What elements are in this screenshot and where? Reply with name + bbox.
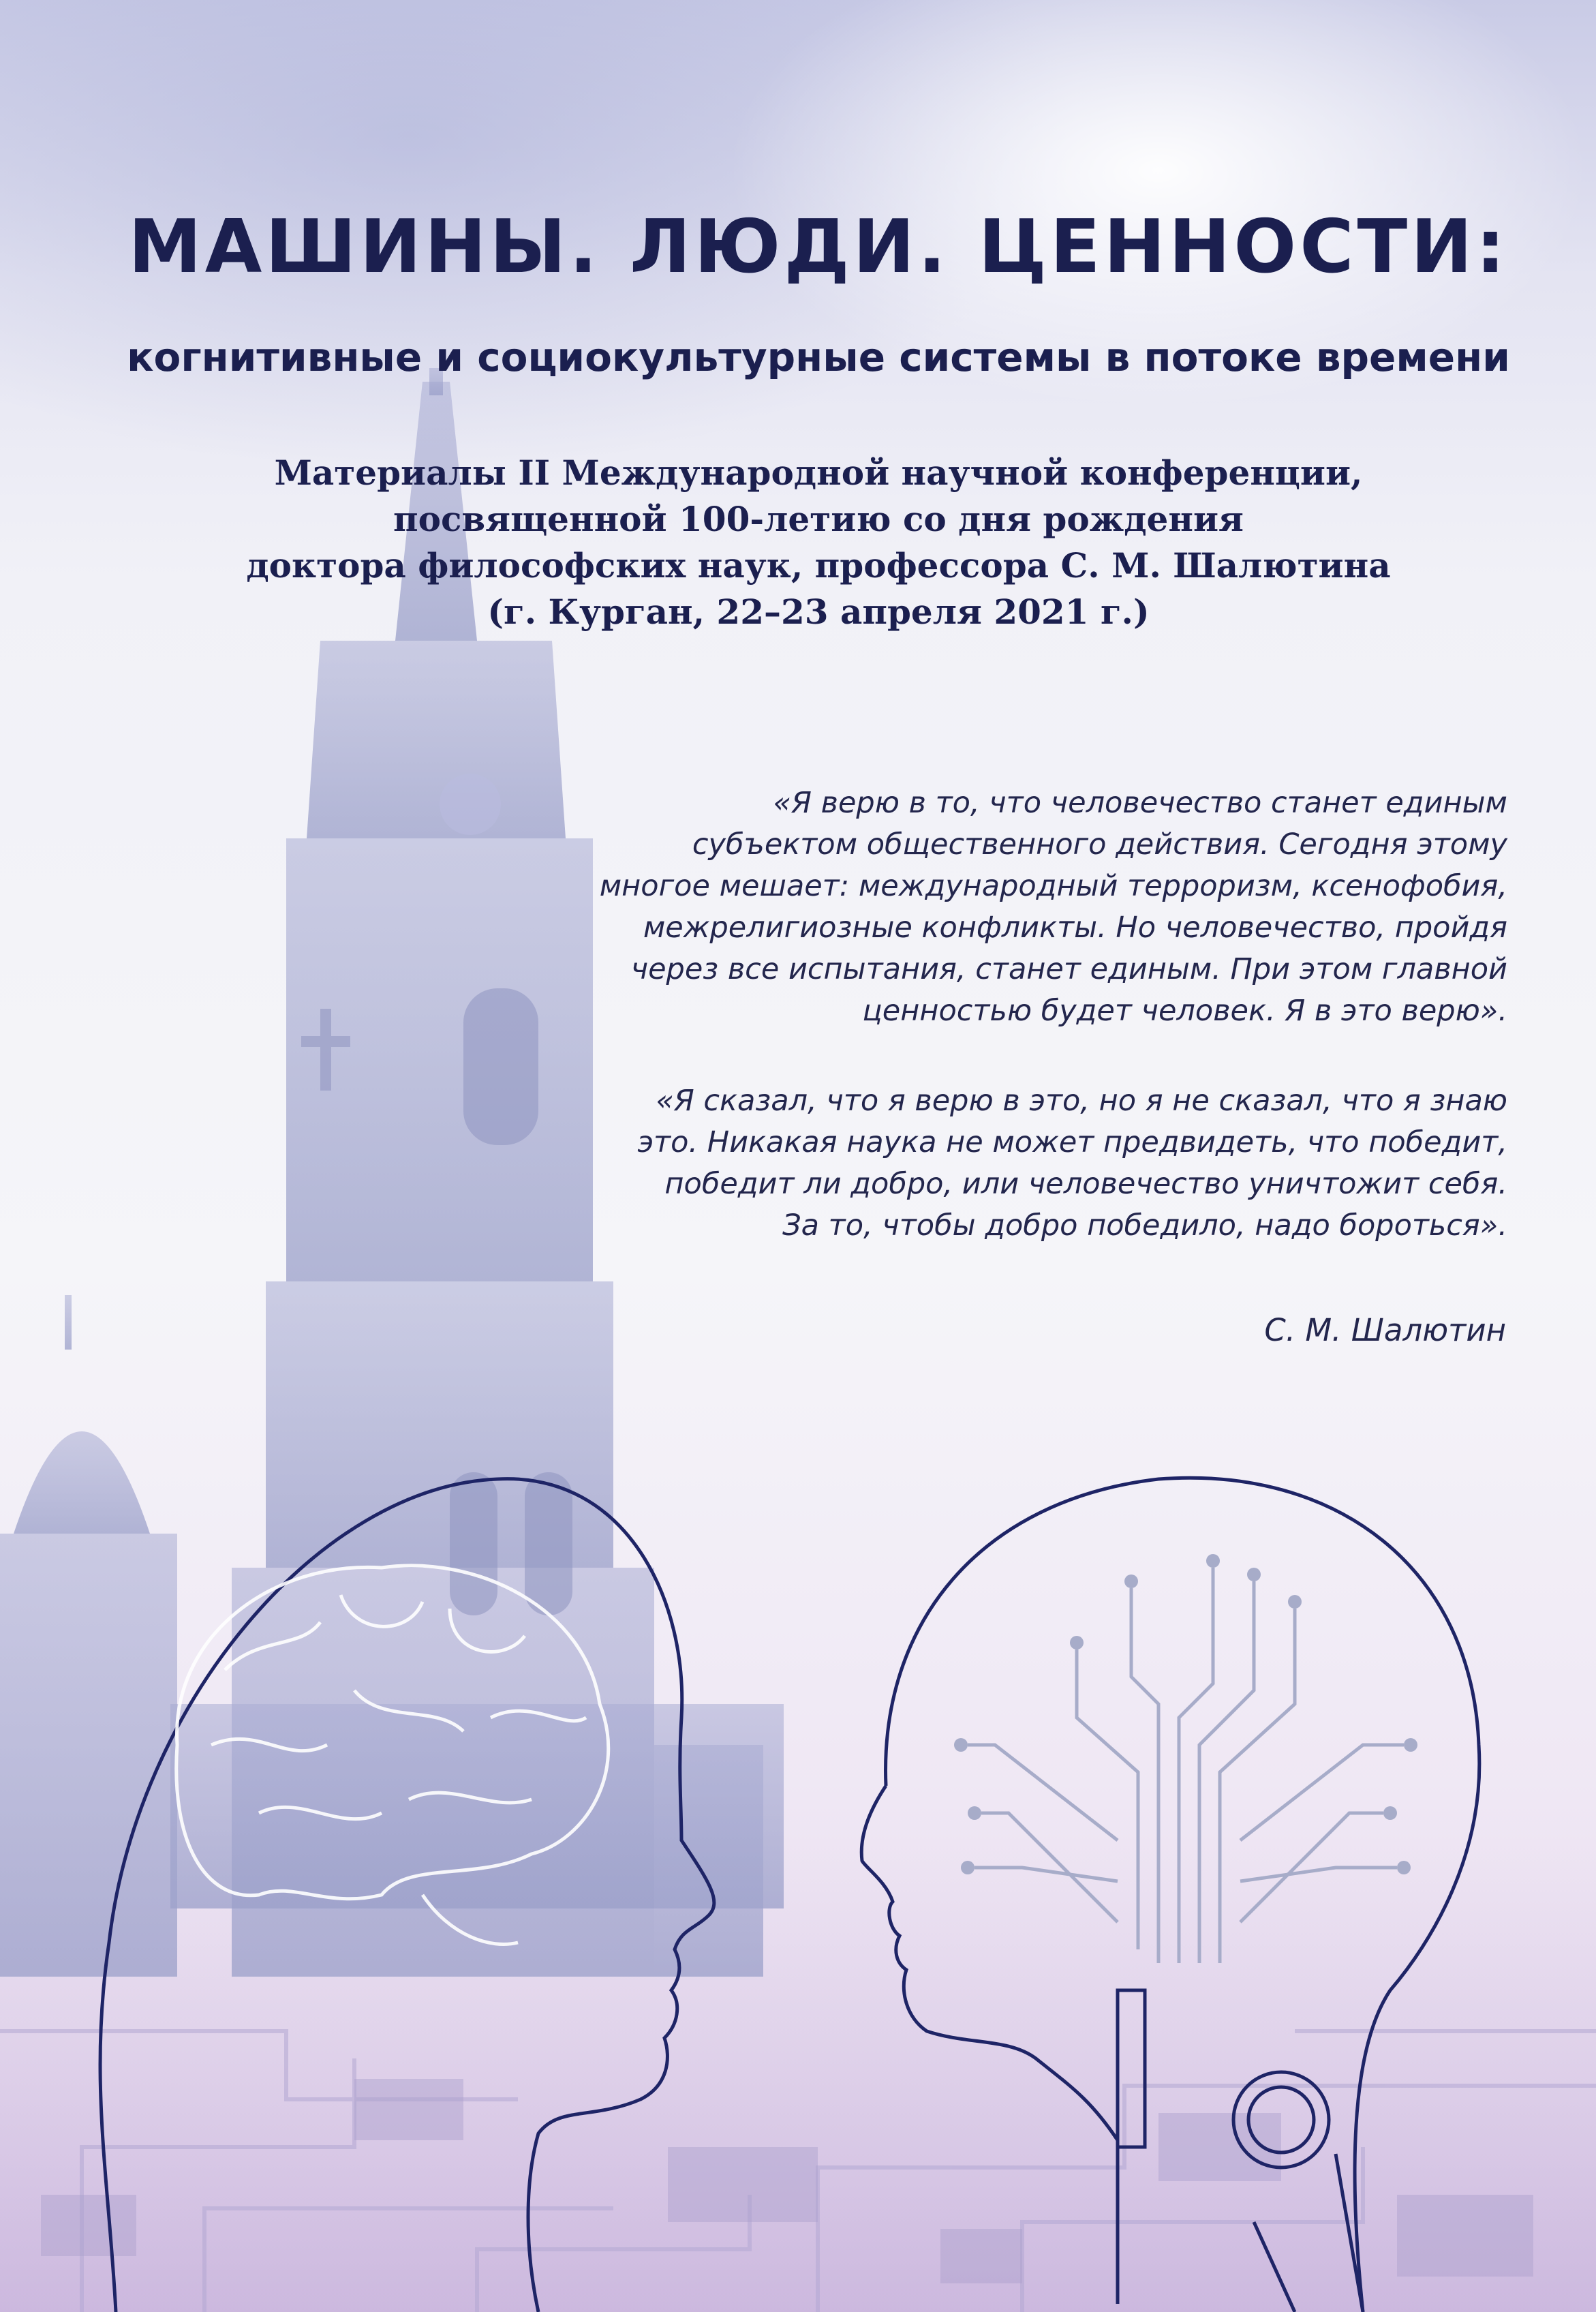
conference-info — [41, 450, 1596, 635]
quote-line: «Я сказал, что я верю в это, но я не сказал, что я знаю — [656, 1084, 1507, 1118]
quote-line: многое мешает: международный терроризм, ксенофобия, — [599, 869, 1507, 903]
quote-line: это. Никакая наука не может предвидеть, что победит, — [637, 1125, 1507, 1159]
book-title: МАШИНЫ. ЛЮДИ. ЦЕННОСТИ: — [128, 204, 1509, 290]
book-subtitle: когнитивные и социокультурные системы в потоке времени — [127, 334, 1510, 380]
conference-info-line: Материалы II Международной научной конференции, — [274, 453, 1363, 493]
quote-line: через все испытания, станет единым. При этом главной — [630, 952, 1507, 986]
quote-line: победит ли добро, или человечество уничтожит себя. — [664, 1167, 1507, 1201]
quote-line: субъектом общественного действия. Сегодня этому — [692, 827, 1507, 862]
quote-line: «Я верю в то, что человечество станет единым — [773, 786, 1507, 820]
conference-info-line: посвященной 100-летию со дня рождения — [393, 499, 1244, 539]
quote-2 — [485, 1080, 1507, 1247]
quote-author: С. М. Шалютин — [1264, 1312, 1506, 1348]
quote-1 — [485, 782, 1507, 1032]
quote-line: За то, чтобы добро победило, надо бороться». — [782, 1208, 1507, 1243]
quote-line: межрелигиозные конфликты. Но человечество, пройдя — [643, 911, 1507, 945]
quote-line: ценностью будет человек. Я в это верю». — [862, 994, 1507, 1028]
conference-info-line: (г. Курган, 22–23 апреля 2021 г.) — [487, 592, 1150, 632]
conference-info-line: доктора философских наук, профессора С. М. Шалютина — [246, 545, 1391, 585]
